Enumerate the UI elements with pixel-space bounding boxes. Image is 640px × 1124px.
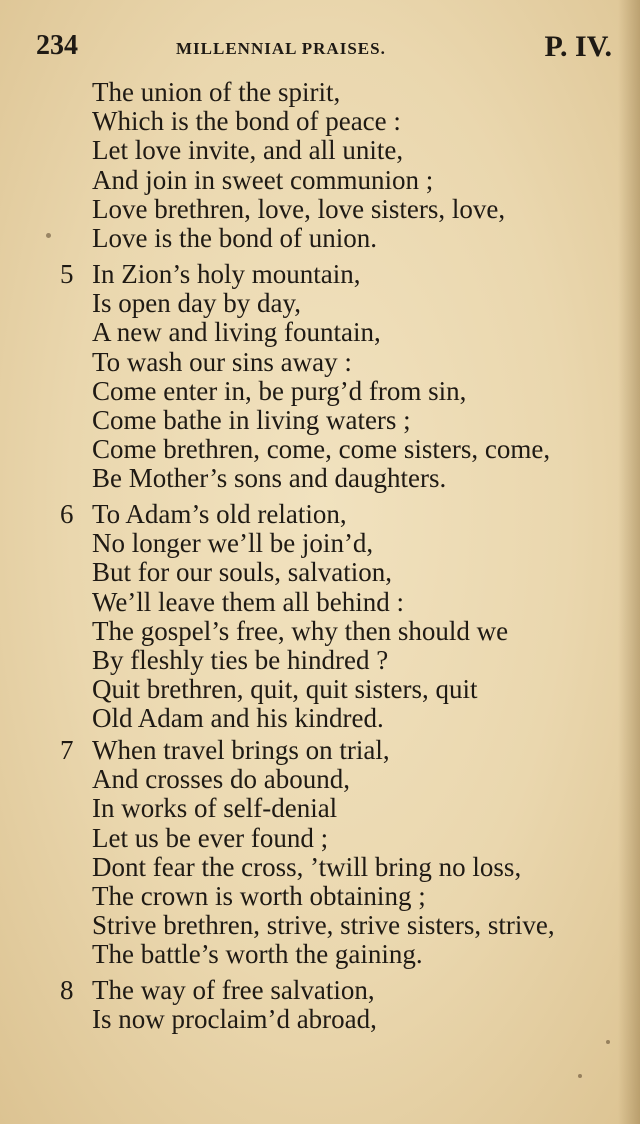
verse-line: When travel brings on trial, bbox=[92, 735, 390, 765]
verse-line: Strive brethren, strive, strive sisters, strive, bbox=[92, 910, 555, 941]
verse-line: No longer we’ll be join’d, bbox=[92, 528, 374, 559]
verse-line: Dont fear the cross, ’twill bring no loss, bbox=[92, 851, 522, 882]
verse-line: Old Adam and his kindred. bbox=[92, 703, 384, 734]
stanza-8 bbox=[60, 976, 600, 1034]
stanza-number: 7 bbox=[60, 735, 74, 765]
stanza-5 bbox=[60, 260, 600, 494]
verse-line: Love brethren, love, love sisters, love, bbox=[92, 193, 506, 224]
stanza-lines bbox=[92, 260, 600, 494]
paper-speck bbox=[46, 233, 51, 238]
stanza-number: 6 bbox=[60, 499, 74, 529]
verse-line: The crown is worth obtaining ; bbox=[92, 881, 426, 912]
paper-speck bbox=[606, 1040, 610, 1044]
stanza-number: 5 bbox=[60, 259, 74, 289]
verse-line: We’ll leave them all behind : bbox=[92, 586, 404, 617]
stanza-lines bbox=[92, 500, 600, 734]
verse-line: Let us be ever found ; bbox=[92, 822, 329, 853]
stanza-lines bbox=[92, 78, 600, 253]
verse-line: The way of free salvation, bbox=[92, 975, 375, 1005]
verse-line: To wash our sins away : bbox=[92, 346, 352, 377]
verse-line: In works of self-denial bbox=[92, 793, 338, 824]
verse-line: The union of the spirit, bbox=[92, 77, 341, 107]
verse-line: Is open day by day, bbox=[92, 288, 301, 319]
stanza-continued bbox=[60, 78, 600, 253]
running-title: MILLENNIAL PRAISES. bbox=[176, 39, 386, 58]
stanza-7 bbox=[60, 736, 600, 970]
stanza-lines bbox=[92, 736, 600, 970]
verse-line: But for our souls, salvation, bbox=[92, 557, 392, 588]
verse-line: The gospel’s free, why then should we bbox=[92, 615, 509, 646]
verse-line: Is now proclaim’d abroad, bbox=[92, 1004, 377, 1035]
stanza-number: 8 bbox=[60, 975, 74, 1005]
verse-line: Quit brethren, quit, quit sisters, quit bbox=[92, 674, 478, 705]
verse-line: Let love invite, and all unite, bbox=[92, 135, 404, 166]
verse-line: A new and living fountain, bbox=[92, 317, 381, 348]
verse-line: Come enter in, be purg’d from sin, bbox=[92, 375, 467, 406]
verse-line: Be Mother’s sons and daughters. bbox=[92, 463, 447, 494]
page-number: 234 bbox=[36, 30, 78, 61]
verse-line: Come bathe in living waters ; bbox=[92, 405, 411, 436]
paper-speck bbox=[578, 1074, 582, 1078]
stanza-lines bbox=[92, 976, 600, 1034]
verse-line: Which is the bond of peace : bbox=[92, 106, 401, 137]
verse-line: By fleshly ties be hindred ? bbox=[92, 645, 389, 676]
page-edge-shadow bbox=[618, 0, 640, 1124]
stanza-6 bbox=[60, 500, 600, 734]
verse-line: And join in sweet communion ; bbox=[92, 164, 434, 195]
verse-line: To Adam’s old relation, bbox=[92, 499, 347, 529]
verse-line: The battle’s worth the gaining. bbox=[92, 939, 423, 970]
verse-line: Love is the bond of union. bbox=[92, 223, 377, 254]
verse-line: In Zion’s holy mountain, bbox=[92, 259, 361, 289]
page-header bbox=[36, 30, 612, 70]
verse-line: And crosses do abound, bbox=[92, 764, 350, 795]
verse-line: Come brethren, come, come sisters, come, bbox=[92, 434, 551, 465]
part-label: P. IV. bbox=[544, 30, 612, 63]
